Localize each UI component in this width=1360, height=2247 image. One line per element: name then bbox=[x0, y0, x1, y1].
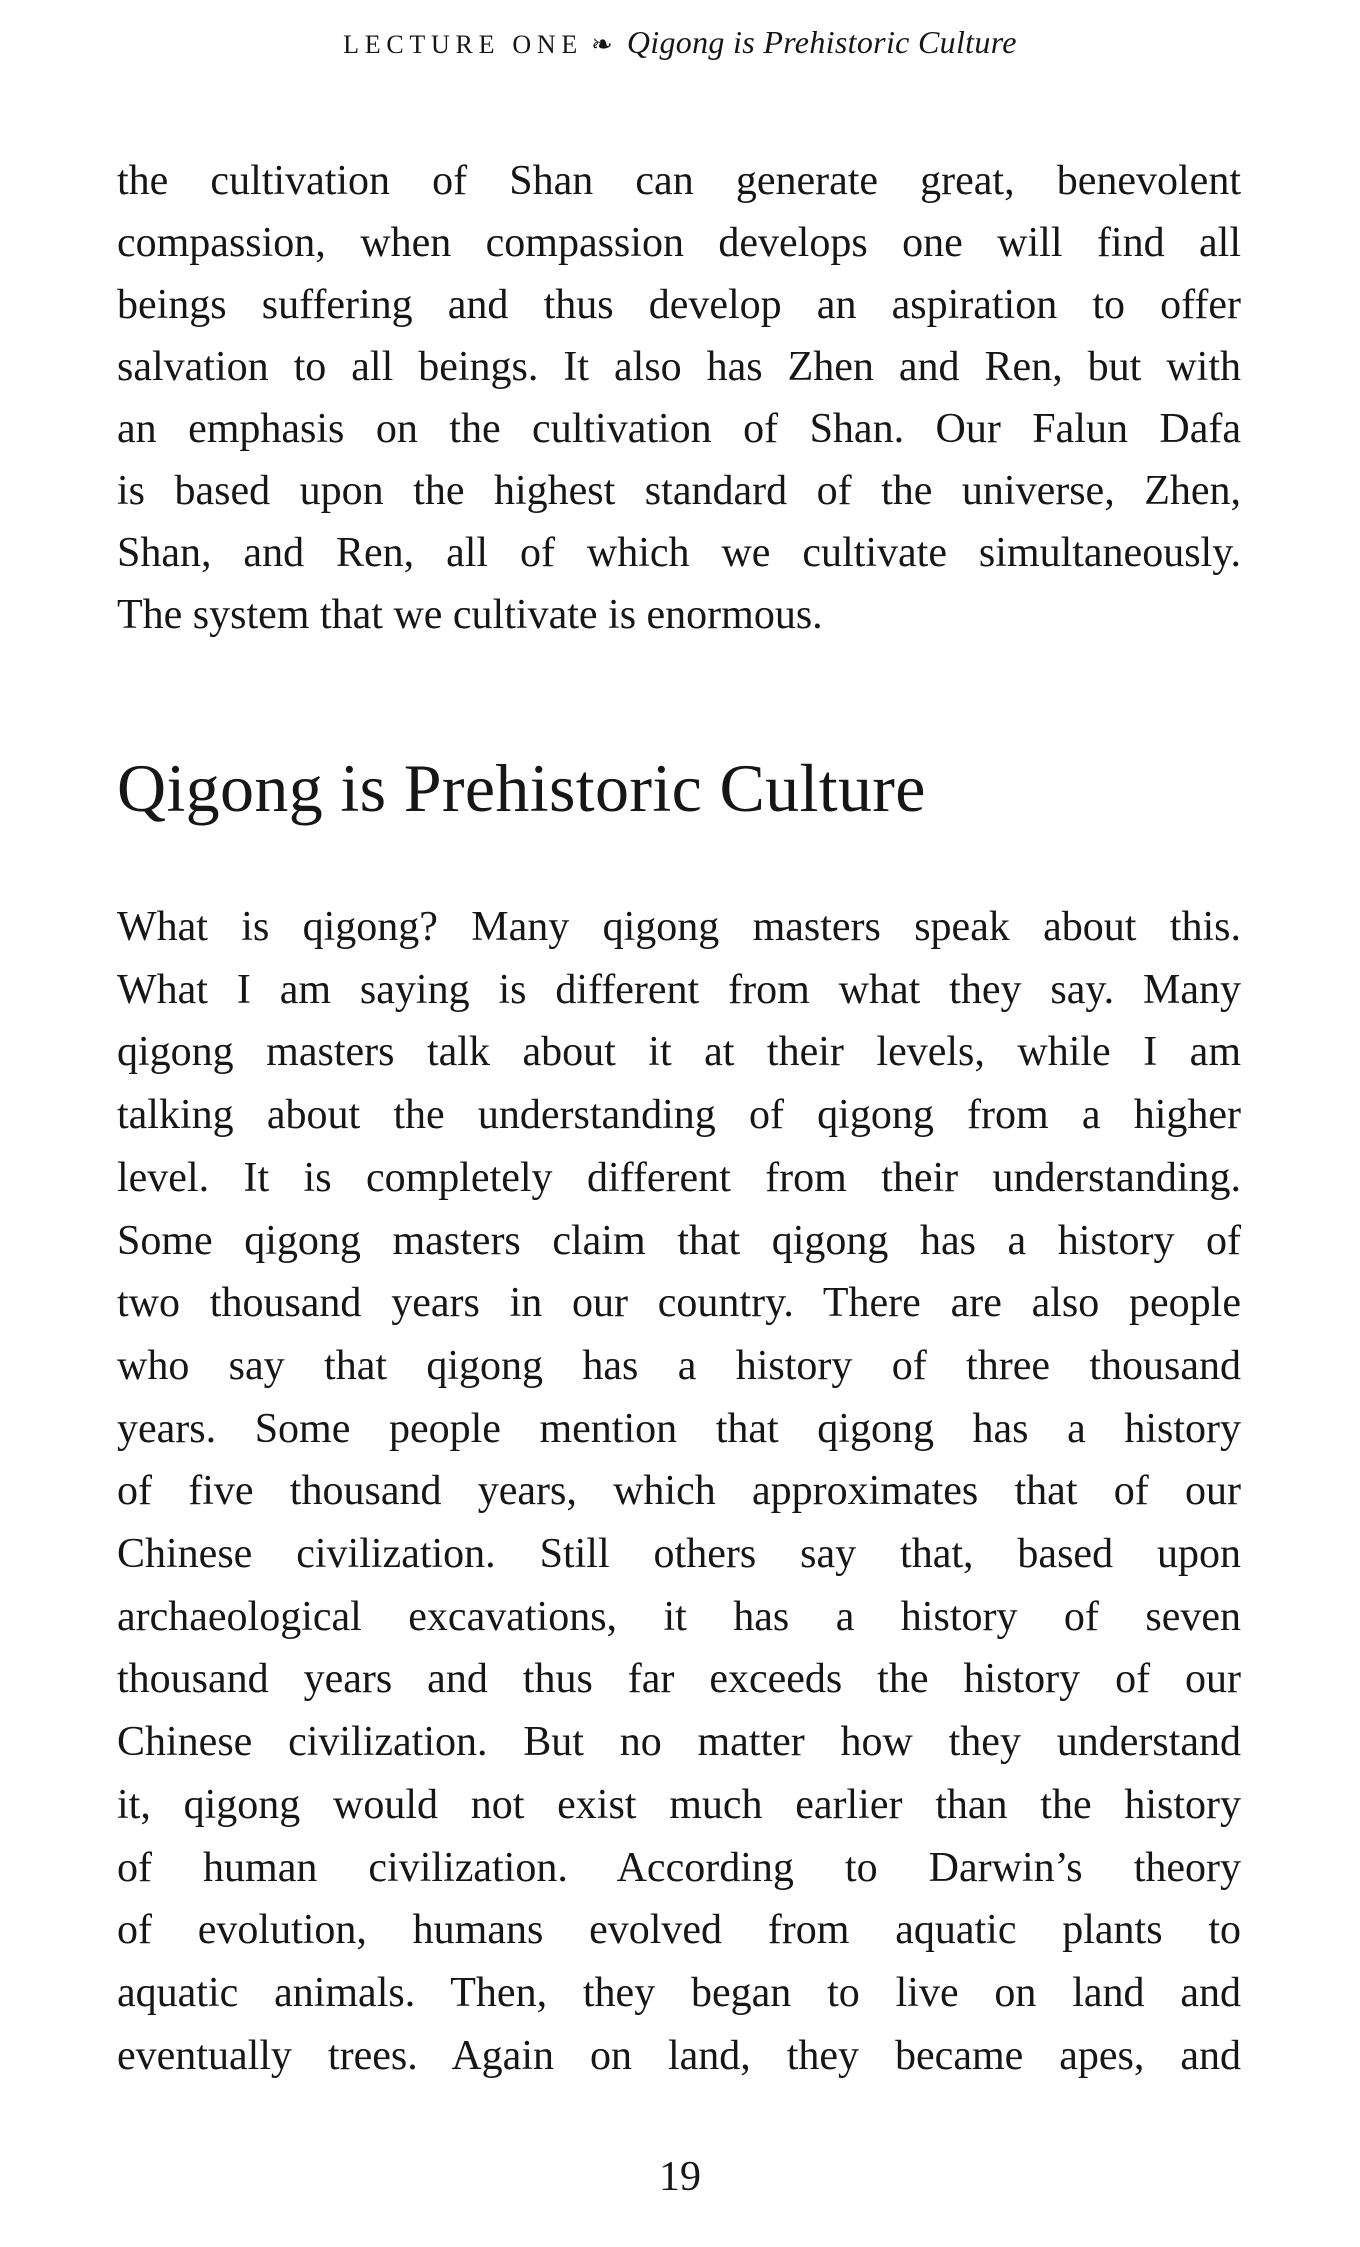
text-line: is based upon the highest standard of the universe, Zhen, bbox=[117, 468, 1241, 514]
text-line: two thousand years in our country. There are also people bbox=[117, 1280, 1241, 1327]
page-number: 19 bbox=[659, 2154, 701, 2200]
paragraph-body bbox=[117, 896, 1241, 2087]
text-line: talking about the understanding of qigong from a higher bbox=[117, 1092, 1241, 1139]
paragraph-continued-from-previous-page bbox=[117, 150, 1241, 646]
text-line: archaeological excavations, it has a history of seven bbox=[117, 1593, 1241, 1640]
text-line: of human civilization. According to Darwin’s theory bbox=[117, 1844, 1241, 1891]
chapter-heading: Qigong is Prehistoric Culture bbox=[117, 750, 926, 826]
text-line: of evolution, humans evolved from aquatic plants to bbox=[117, 1907, 1241, 1954]
text-line: Chinese civilization. But no matter how they understand bbox=[117, 1719, 1241, 1766]
text-line: of five thousand years, which approximates that of our bbox=[117, 1468, 1241, 1515]
text-line: Some qigong masters claim that qigong has a history of bbox=[117, 1217, 1241, 1264]
text-line: it, qigong would not exist much earlier than the history bbox=[117, 1781, 1241, 1828]
running-head-chapter-title: Qigong is Prehistoric Culture bbox=[626, 24, 1017, 60]
text-line: level. It is completely different from their understanding. bbox=[117, 1154, 1241, 1201]
text-line: an emphasis on the cultivation of Shan. Our Falun Dafa bbox=[117, 406, 1241, 452]
text-line: Chinese civilization. Still others say that, based upon bbox=[117, 1531, 1241, 1578]
text-line: eventually trees. Again on land, they became apes, and bbox=[117, 2032, 1241, 2079]
hedera-leaf-icon: ❧ bbox=[591, 30, 613, 59]
text-line: years. Some people mention that qigong has a history bbox=[117, 1405, 1241, 1452]
text-line: aquatic animals. Then, they began to live on land and bbox=[117, 1969, 1241, 2016]
text-line: What I am saying is different from what they say. Many bbox=[117, 966, 1241, 1013]
text-line: who say that qigong has a history of three thousand bbox=[117, 1342, 1241, 1389]
running-head bbox=[0, 20, 1360, 71]
text-line: Shan, and Ren, all of which we cultivate simultaneously. bbox=[117, 530, 1241, 576]
text-line: beings suffering and thus develop an aspiration to offer bbox=[117, 282, 1241, 328]
text-line: qigong masters talk about it at their levels, while I am bbox=[117, 1029, 1241, 1076]
text-line: salvation to all beings. It also has Zhen and Ren, but with bbox=[117, 344, 1241, 390]
text-line: the cultivation of Shan can generate great, benevolent bbox=[117, 158, 1241, 204]
text-line: What is qigong? Many qigong masters speak about this. bbox=[117, 904, 1241, 950]
text-line: The system that we cultivate is enormous. bbox=[117, 592, 823, 638]
text-line: thousand years and thus far exceeds the history of our bbox=[117, 1656, 1241, 1703]
running-head-section-label: LECTURE ONE bbox=[343, 30, 584, 59]
text-line: compassion, when compassion develops one will find all bbox=[117, 220, 1241, 266]
